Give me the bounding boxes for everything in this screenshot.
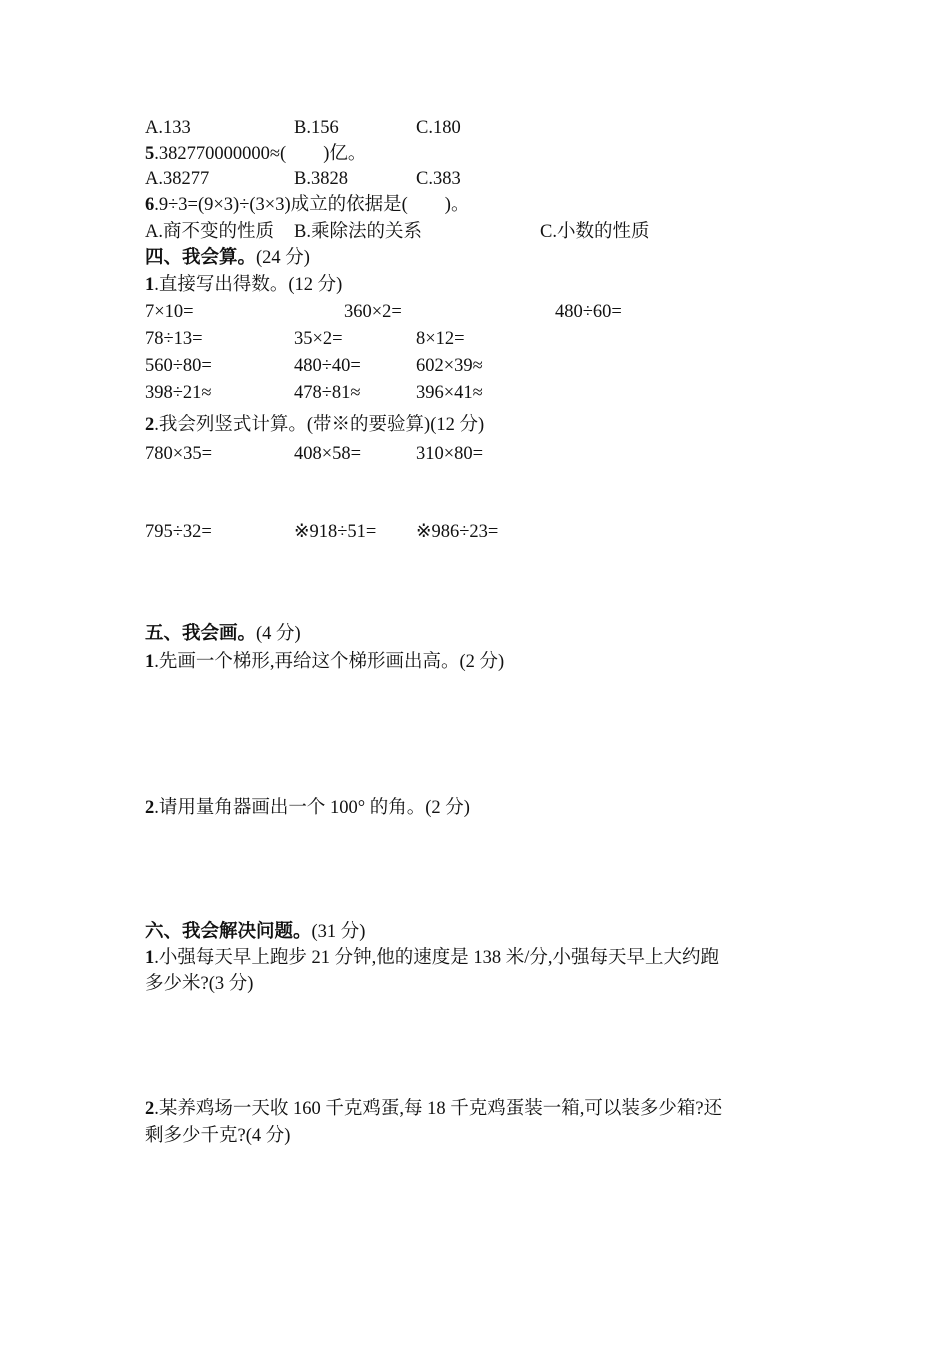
q5-text: .382770000000≈( )亿。	[154, 144, 367, 164]
calc-item: 602×39≈	[416, 356, 483, 376]
vertical-calc-item: 408×58=	[294, 444, 362, 464]
section-4-score: (24 分)	[256, 248, 310, 268]
s4-q1-text: .直接写出得数。(12 分)	[154, 275, 343, 295]
q5-option-a: A.38277	[145, 169, 210, 189]
q5-stem	[145, 142, 366, 166]
calc-item: 480÷40=	[294, 356, 361, 376]
q5-option-c: C.383	[416, 169, 461, 189]
q6-option-c: C.小数的性质	[540, 222, 650, 242]
calc-item: 7×10=	[145, 302, 194, 322]
s6-q2-line1	[145, 1097, 722, 1121]
vertical-calc-item: ※986÷23=	[416, 522, 499, 542]
calc-item: 8×12=	[416, 329, 465, 349]
s6-q2-text: .某养鸡场一天收 160 千克鸡蛋,每 18 千克鸡蛋装一箱,可以装多少箱?还	[154, 1099, 723, 1119]
q6-text: .9÷3=(9×3)÷(3×3)成立的依据是( )。	[154, 195, 470, 215]
q5-number: 5	[145, 144, 155, 164]
calc-item: 396×41≈	[416, 383, 483, 403]
s4-q2-stem	[145, 413, 484, 437]
s5-q2-stem	[145, 796, 470, 820]
s4-q1-stem	[145, 273, 342, 297]
q6-option-b: B.乘除法的关系	[294, 222, 422, 242]
s6-q1-text: .小强每天早上跑步 21 分钟,他的速度是 138 米/分,小强每天早上大约跑	[154, 948, 720, 968]
vertical-calc-item: 780×35=	[145, 444, 213, 464]
s5-q1-stem	[145, 650, 504, 674]
s6-q2-number: 2	[145, 1099, 155, 1119]
section-6-score: (31 分)	[311, 922, 366, 942]
section-4-title: 四、我会算。	[145, 248, 257, 268]
section-5-heading	[145, 622, 301, 646]
calc-item: 35×2=	[294, 329, 343, 349]
q6-stem	[145, 193, 469, 217]
calc-item: 560÷80=	[145, 356, 212, 376]
q4-option-c: C.180	[416, 118, 461, 138]
s5-q2-number: 2	[145, 798, 155, 818]
q5-option-b: B.3828	[294, 169, 348, 189]
s6-q1-number: 1	[145, 948, 155, 968]
q4-option-b: B.156	[294, 118, 339, 138]
section-4-heading	[145, 246, 310, 270]
section-5-score: (4 分)	[256, 624, 301, 644]
s4-q2-text: .我会列竖式计算。(带※的要验算)(12 分)	[154, 415, 485, 435]
vertical-calc-item: 795÷32=	[145, 522, 212, 542]
q4-option-a: A.133	[145, 118, 191, 138]
calc-item: 78÷13=	[145, 329, 203, 349]
s5-q2-text: .请用量角器画出一个 100° 的角。(2 分)	[154, 798, 470, 818]
s4-q1-number: 1	[145, 275, 155, 295]
q6-option-a: A.商不变的性质	[145, 222, 274, 242]
section-6-heading	[145, 920, 365, 944]
calc-item: 480÷60=	[555, 302, 622, 322]
s6-q1-line1	[145, 946, 719, 970]
vertical-calc-item: 310×80=	[416, 444, 484, 464]
s6-q2-line2: 剩多少千克?(4 分)	[145, 1126, 291, 1146]
s4-q2-number: 2	[145, 415, 155, 435]
s5-q1-number: 1	[145, 652, 155, 672]
calc-item: 398÷21≈	[145, 383, 212, 403]
s6-q1-line2: 多少米?(3 分)	[145, 974, 254, 994]
section-5-title: 五、我会画。	[145, 624, 257, 644]
calc-item: 360×2=	[344, 302, 402, 322]
calc-item: 478÷81≈	[294, 383, 361, 403]
section-6-title: 六、我会解决问题。	[145, 922, 312, 942]
vertical-calc-item: ※918÷51=	[294, 522, 377, 542]
s5-q1-text: .先画一个梯形,再给这个梯形画出高。(2 分)	[154, 652, 505, 672]
q6-number: 6	[145, 195, 155, 215]
